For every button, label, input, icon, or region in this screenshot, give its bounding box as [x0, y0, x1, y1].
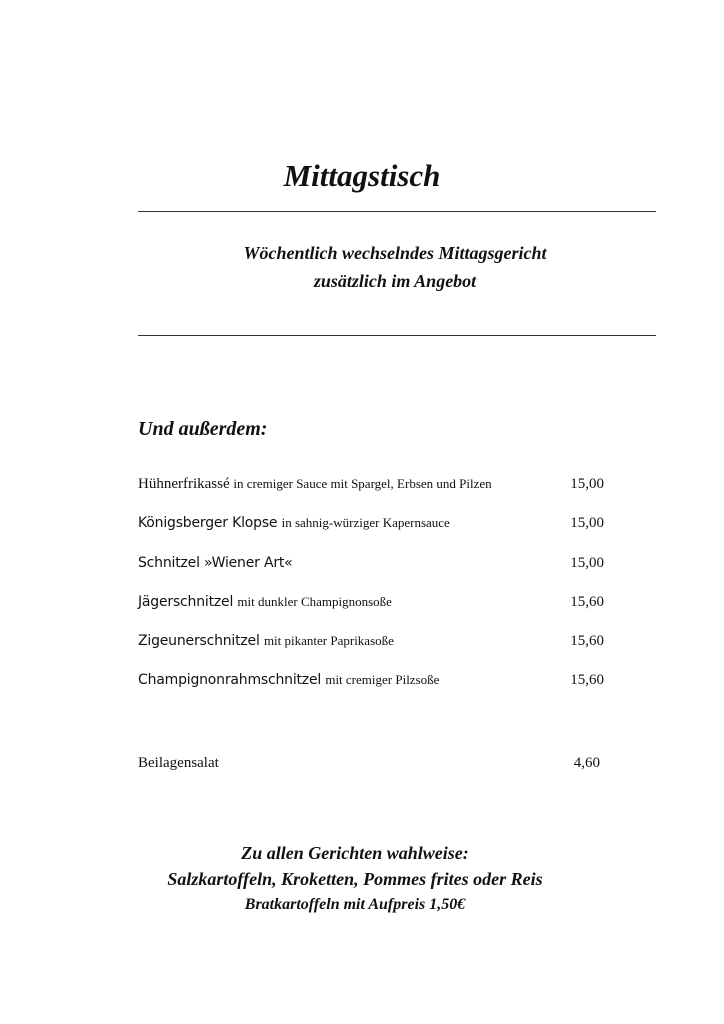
weekly-special-line-2: zusätzlich im Angebot [313, 271, 477, 291]
menu-item [138, 476, 604, 500]
fried-potatoes-surcharge: Bratkartoffeln mit Aufpreis 1,50€ [244, 896, 466, 913]
menu-item [138, 633, 604, 657]
menu-item-name: Zigeunerschnitzel [138, 633, 260, 649]
divider-bottom [138, 335, 656, 336]
menu-item-price: 15,00 [570, 476, 604, 492]
weekly-special-line-1: Wöchentlich wechselndes Mittagsgericht [243, 243, 547, 263]
menu-item-description: mit dunkler Champignonsoße [237, 594, 392, 609]
menu-item [138, 594, 604, 618]
menu-item-price: 15,00 [570, 515, 604, 531]
menu-item [138, 672, 604, 696]
menu-item [138, 515, 604, 539]
menu-item-price: 15,60 [570, 672, 604, 688]
menu-item-name-line [138, 555, 293, 571]
menu-item-price: 15,00 [570, 555, 604, 571]
side-dish-heading: Zu allen Gerichten wahlweise: [241, 843, 469, 863]
menu-item-name: Hühnerfrikassé [138, 476, 230, 492]
side-salad-name: Beilagensalat [138, 755, 219, 771]
side-salad-item [138, 755, 604, 779]
side-salad-price: 4,60 [573, 755, 600, 771]
menu-item-description: mit pikanter Paprikasoße [263, 633, 394, 648]
side-dish-note [0, 840, 710, 918]
menu-item-description: in cremiger Sauce mit Spargel, Erbsen und Pilzen [233, 476, 492, 491]
menu-item-name-line [138, 633, 394, 649]
section-heading: Und außerdem: [138, 418, 268, 440]
menu-item-name-line [138, 515, 450, 531]
menu-item [138, 555, 604, 579]
menu-item-name: Königsberger Klopse [138, 515, 278, 531]
side-dish-options: Salzkartoffeln, Kroketten, Pommes frites oder Reis [167, 869, 543, 889]
menu-item-name-line [138, 672, 439, 688]
menu-item-description: mit cremiger Pilzsoße [325, 672, 440, 687]
menu-item-price: 15,60 [570, 633, 604, 649]
menu-item-name: Champignonrahmschnitzel [138, 672, 322, 688]
weekly-special-note [0, 239, 724, 295]
divider-top [138, 211, 656, 212]
menu-item-description: in sahnig-würziger Kapernsauce [281, 515, 450, 530]
menu-item-name-line [138, 476, 492, 493]
menu-item-name-line [138, 594, 392, 610]
menu-item-price: 15,60 [570, 594, 604, 610]
page-title: Mittagstisch [283, 158, 441, 193]
menu-item-name: Jägerschnitzel [138, 594, 234, 610]
menu-item-name: Schnitzel »Wiener Art« [138, 555, 293, 571]
